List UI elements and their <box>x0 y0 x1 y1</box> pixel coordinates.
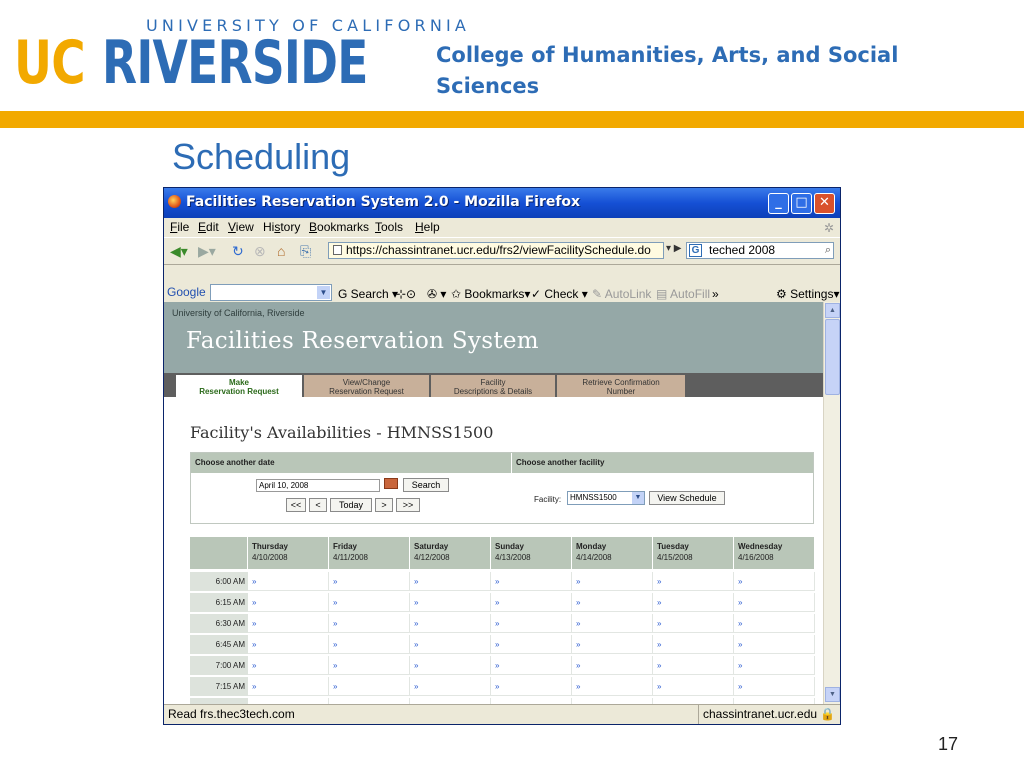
firefox-window <box>163 187 841 725</box>
page-icon <box>333 245 342 255</box>
google-pagerank-icon[interactable]: ✇ ▾ <box>427 287 447 301</box>
search-button[interactable]: Search <box>403 478 449 492</box>
minimize-button[interactable]: _ <box>768 193 789 214</box>
star-icon: ✩ <box>451 287 465 301</box>
choose-date-header: Choose another date <box>191 453 511 473</box>
time-slot-link[interactable]: » <box>653 614 734 633</box>
menu-help[interactable]: Help <box>415 220 440 234</box>
check-icon: ✓ <box>531 287 545 301</box>
tab-facility-descriptions[interactable]: Facility Descriptions & Details <box>431 375 555 397</box>
time-slot-link[interactable]: » <box>329 572 410 591</box>
time-slot-link[interactable]: » <box>329 656 410 675</box>
tab-retrieve-confirmation[interactable]: Retrieve Confirmation Number <box>557 375 685 397</box>
title-bar[interactable] <box>164 188 840 218</box>
time-label: 6:30 AM <box>190 614 248 633</box>
search-icon[interactable]: ⌕ <box>824 244 831 256</box>
gold-divider-bar <box>0 111 1024 128</box>
time-slot-link[interactable]: » <box>734 614 815 633</box>
scroll-down-icon[interactable]: ▼ <box>825 687 840 702</box>
chevron-down-icon: ▼ <box>632 492 644 504</box>
time-slot-link[interactable]: » <box>653 593 734 612</box>
time-label: 6:45 AM <box>190 635 248 654</box>
time-slot-link[interactable]: » <box>491 656 572 675</box>
go-arrow-icon[interactable]: ▾ ▶ <box>666 243 682 254</box>
time-slot-link[interactable]: » <box>248 614 329 633</box>
prev-week-button[interactable]: << <box>286 498 306 512</box>
day-header: Monday 4/14/2008 <box>572 537 653 569</box>
time-slot-link[interactable]: » <box>491 677 572 696</box>
google-settings-button[interactable]: ⚙ Settings▾ <box>776 287 840 301</box>
next-week-button[interactable]: >> <box>396 498 420 512</box>
scroll-up-icon[interactable]: ▲ <box>825 303 840 318</box>
time-slot-link[interactable]: » <box>572 572 653 591</box>
time-slot-link[interactable]: » <box>734 635 815 654</box>
system-title: Facilities Reservation System <box>186 328 539 354</box>
time-slot-link[interactable]: » <box>572 656 653 675</box>
google-logo: Google <box>167 285 206 299</box>
page-number: 17 <box>938 734 959 754</box>
facility-select[interactable]: HMNSS1500 ▼ <box>567 491 645 505</box>
navigation-toolbar <box>164 237 840 265</box>
time-slot-link[interactable]: » <box>653 656 734 675</box>
window-title: Facilities Reservation System 2.0 - Mozilla Firefox <box>186 194 581 210</box>
maximize-button[interactable]: □ <box>791 193 812 214</box>
search-input[interactable] <box>686 242 834 259</box>
autofill-button[interactable]: ▤ AutoFill <box>656 287 711 301</box>
google-toolbar-input[interactable] <box>210 284 332 301</box>
menu-history[interactable]: History <box>263 220 301 234</box>
time-slot-link[interactable]: » <box>410 635 491 654</box>
time-label: 7:15 AM <box>190 677 248 696</box>
chevron-down-icon[interactable]: ▼ <box>317 286 330 299</box>
availability-title: Facility's Availabilities - HMNSS1500 <box>190 423 494 442</box>
time-slot-link[interactable]: » <box>572 593 653 612</box>
scrollbar-thumb[interactable] <box>825 319 840 395</box>
logo-uc-text: UC <box>14 28 85 98</box>
home-icon[interactable]: ⌂ <box>277 243 286 259</box>
autofill-icon: ▤ <box>656 287 671 301</box>
day-header: Wednesday 4/16/2008 <box>734 537 815 569</box>
time-slot-link[interactable]: » <box>491 635 572 654</box>
throbber-icon: ✲ <box>823 221 834 235</box>
time-slot-link[interactable]: » <box>491 572 572 591</box>
time-slot-link[interactable]: » <box>653 635 734 654</box>
time-slot-link[interactable]: » <box>734 593 815 612</box>
search-value: teched 2008 <box>709 243 776 257</box>
uc-riverside-logo <box>14 16 471 98</box>
facility-label: Facility: <box>534 495 562 504</box>
time-slot-link[interactable]: » <box>653 677 734 696</box>
time-slot-link[interactable]: » <box>329 635 410 654</box>
time-slot-link[interactable]: » <box>653 572 734 591</box>
logo-riverside-text: RIVERSIDE <box>102 28 368 98</box>
menu-bar <box>164 218 840 237</box>
google-toolbar <box>164 264 840 303</box>
menu-edit[interactable]: Edit <box>198 220 219 234</box>
day-header: Thursday 4/10/2008 <box>248 537 329 569</box>
time-slot-link[interactable]: » <box>410 593 491 612</box>
url-text: https://chassintranet.ucr.edu/frs2/viewFacilitySchedule.do <box>346 243 651 257</box>
google-search-button[interactable]: G Search ▾ <box>338 287 399 301</box>
reload-icon[interactable]: ↻ <box>232 243 244 259</box>
frs-tab-bar <box>164 373 823 397</box>
time-slot-link[interactable]: » <box>572 614 653 633</box>
time-slot-link[interactable]: » <box>329 593 410 612</box>
view-schedule-button[interactable]: View Schedule <box>649 491 725 505</box>
spellcheck-button[interactable]: ✓ Check ▾ <box>531 287 588 301</box>
lock-icon: 🔒 <box>820 707 836 721</box>
settings-icon: ⚙ <box>776 287 791 301</box>
day-header: Tuesday 4/15/2008 <box>653 537 734 569</box>
day-header: Sunday 4/13/2008 <box>491 537 572 569</box>
time-slot-link[interactable]: » <box>734 572 815 591</box>
time-slot-link[interactable]: » <box>248 656 329 675</box>
forward-arrow-icon[interactable]: ▶▾ <box>198 243 216 259</box>
g-search-icon: G <box>338 287 351 301</box>
time-slot-link[interactable]: » <box>248 677 329 696</box>
time-slot-link[interactable]: » <box>329 677 410 696</box>
google-bookmarks-button[interactable]: ✩ Bookmarks▾ <box>451 287 531 301</box>
time-label: 6:00 AM <box>190 572 248 591</box>
time-label: 6:15 AM <box>190 593 248 612</box>
bookmark-page-icon[interactable]: ⎘ <box>300 243 312 259</box>
time-slot-link[interactable]: » <box>734 656 815 675</box>
next-day-button[interactable]: > <box>375 498 393 512</box>
day-header: Friday 4/11/2008 <box>329 537 410 569</box>
college-name: College of Humanities, Arts, and Social Sciences <box>436 43 899 98</box>
google-search-engine-icon: G <box>689 244 702 257</box>
today-button[interactable]: Today <box>330 498 372 512</box>
grid-corner <box>190 537 248 569</box>
org-name: University of California, Riverside <box>172 308 305 318</box>
menu-file[interactable]: File <box>170 220 190 234</box>
time-slot-link[interactable]: » <box>572 677 653 696</box>
menu-tools[interactable]: Tools <box>375 220 404 234</box>
schedule-grid <box>190 537 814 704</box>
url-bar[interactable] <box>328 242 664 259</box>
calendar-icon[interactable] <box>384 478 398 489</box>
page-viewport <box>164 302 823 704</box>
tab-view-change-reservation[interactable]: View/Change Reservation Request <box>304 375 429 397</box>
autolink-icon: ✎ <box>592 287 605 301</box>
status-bar <box>164 704 840 725</box>
time-slot-link[interactable]: » <box>410 677 491 696</box>
date-input[interactable]: April 10, 2008 <box>256 479 380 492</box>
vertical-scrollbar[interactable] <box>823 302 840 704</box>
choose-facility-header: Choose another facility <box>512 453 813 473</box>
menu-bookmarks[interactable]: Bookmarks <box>309 220 370 234</box>
time-slot-link[interactable]: » <box>491 593 572 612</box>
time-label: 7:00 AM <box>190 656 248 675</box>
time-slot-link[interactable]: » <box>248 593 329 612</box>
time-slot-link[interactable]: » <box>734 677 815 696</box>
day-header: Saturday 4/12/2008 <box>410 537 491 569</box>
back-arrow-icon[interactable]: ◀▾ <box>170 243 188 259</box>
google-news-icon[interactable]: ⊹⊙ <box>396 287 417 301</box>
time-slot-link[interactable]: » <box>410 656 491 675</box>
time-slot-link[interactable]: » <box>491 614 572 633</box>
frs-banner <box>164 302 823 373</box>
prev-day-button[interactable]: < <box>309 498 327 512</box>
status-host: chassintranet.ucr.edu 🔒 <box>698 705 835 724</box>
time-slot-link[interactable]: » <box>410 614 491 633</box>
firefox-icon <box>168 195 181 208</box>
search-panel <box>190 452 814 524</box>
time-slot-link[interactable]: » <box>248 635 329 654</box>
slide-title: Scheduling <box>172 136 351 177</box>
time-slot-link[interactable]: » <box>248 572 329 591</box>
autolink-button[interactable]: ✎ AutoLink <box>592 287 652 301</box>
close-button[interactable]: ✕ <box>814 193 835 214</box>
status-text: Read frs.thec3tech.com <box>168 707 295 721</box>
tab-make-reservation[interactable]: Make Reservation Request <box>176 375 302 397</box>
logo-university-text: UNIVERSITY OF CALIFORNIA <box>146 16 471 35</box>
time-slot-link[interactable]: » <box>572 635 653 654</box>
time-slot-link[interactable]: » <box>410 572 491 591</box>
time-slot-link[interactable]: » <box>329 614 410 633</box>
toolbar-overflow-button[interactable]: » <box>712 287 719 301</box>
menu-view[interactable]: View <box>228 220 254 234</box>
stop-icon[interactable]: ⊗ <box>254 243 266 259</box>
